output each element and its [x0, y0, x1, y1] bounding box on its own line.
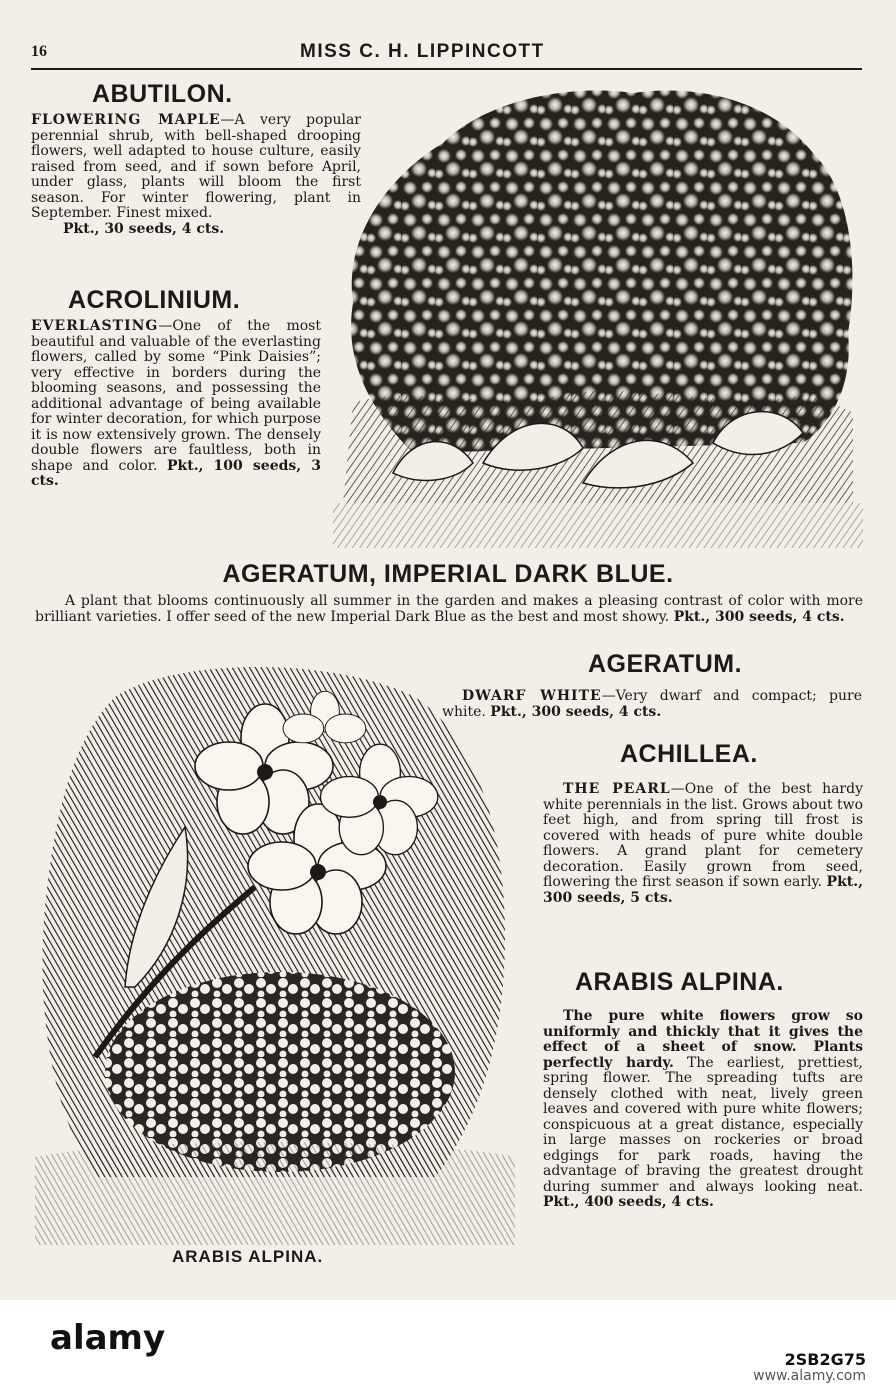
achillea-price: Pkt., 300 seeds, 5 cts.: [543, 874, 863, 906]
running-title: MISS C. H. LIPPINCOTT: [300, 41, 545, 62]
arabis-alpina-caption: ARABIS ALPINA.: [172, 1247, 324, 1266]
abutilon-description: [31, 113, 361, 237]
ageratum-blue-heading: AGERATUM, IMPERIAL DARK BLUE.: [222, 560, 674, 588]
brand-logo: alamy: [50, 1318, 166, 1358]
arabis-description: [543, 1009, 863, 1211]
page-number: 16: [31, 43, 47, 60]
acrolinium-description: [31, 319, 321, 490]
ageratum-white-heading: AGERATUM.: [588, 650, 743, 678]
abutilon-text: —A very popular perennial shrub, with bell-shaped drooping flowers, well adapted to house culture, easily raised from seed, and if sown before April, under glass, plants will bloom the first season. For winter flowering, plant in September. Finest mixed.: [31, 112, 361, 221]
achillea-description: [543, 782, 863, 906]
abutilon-price: Pkt., 30 seeds, 4 cts.: [63, 220, 225, 237]
achillea-lead: THE PEARL: [563, 781, 671, 797]
arabis-price: Pkt., 400 seeds, 4 cts.: [543, 1194, 714, 1210]
ageratum-white-text: —Very dwarf and compact; pure white.: [442, 688, 863, 720]
ageratum-blue-price: Pkt., 300 seeds, 4 cts.: [673, 608, 845, 625]
arabis-heading: ARABIS ALPINA.: [575, 968, 784, 996]
achillea-heading: ACHILLEA.: [620, 740, 758, 768]
acrolinium-text: —One of the most beautiful and valuable of the everlasting flowers, called by some “Pink Daisies”; very effective in borders during the blooming seasons, and possessing the additional advantage of being available for winter decoration, for which purpose it is now extensively grown. The densely double flowers are faultless, both in shape and color.: [31, 318, 321, 474]
ageratum-blue-description: [35, 594, 863, 625]
arabis-alpina-engraving: [35, 657, 515, 1245]
ageratum-white-lead: DWARF WHITE: [462, 688, 602, 704]
abutilon-heading: ABUTILON.: [92, 80, 233, 108]
ageratum-white-price: Pkt., 300 seeds, 4 cts.: [490, 703, 662, 720]
acrolinium-lead: EVERLASTING: [31, 318, 159, 334]
header-rule: [31, 68, 862, 70]
arabis-text: The earliest, prettiest, spring flower. The spreading tufts are densely clothed with neat, lively green leaves and covered with pure white flowers; conspicuous at a great distance, especially in large masses on rockeries or broad edgings for park roads, having the advantage of braving the greatest drought during summer and always looking neat.: [543, 1054, 864, 1195]
acrolinium-price: Pkt., 100 seeds, 3 cts.: [31, 457, 321, 489]
abutilon-lead: FLOWERING MAPLE: [31, 112, 221, 128]
ageratum-blue-text: A plant that blooms continuously all summer in the garden and makes a pleasing contrast of color with more brilliant varieties. I offer seed of the new Imperial Dark Blue as the best and most showy.: [35, 593, 863, 625]
brand-url[interactable]: www.alamy.com: [753, 1368, 866, 1384]
ageratum-white-description: [442, 689, 862, 720]
ageratum-engraving: [333, 83, 863, 548]
arabis-text-bold: The pure white flowers grow so uniformly and thickly that it gives the effect of a sheet of snow. Plants perfectly hardy.: [543, 1008, 863, 1071]
achillea-text: —One of the best hardy white perennials in the list. Grows about two feet high, and from spring till frost is covered with heads of pure white double flowers. A grand plant for cemetery decoration. Easily grown from seed, flowering the first season if sown early.: [543, 781, 863, 890]
image-id: 2SB2G75: [784, 1350, 866, 1369]
acrolinium-heading: ACROLINIUM.: [68, 286, 241, 314]
